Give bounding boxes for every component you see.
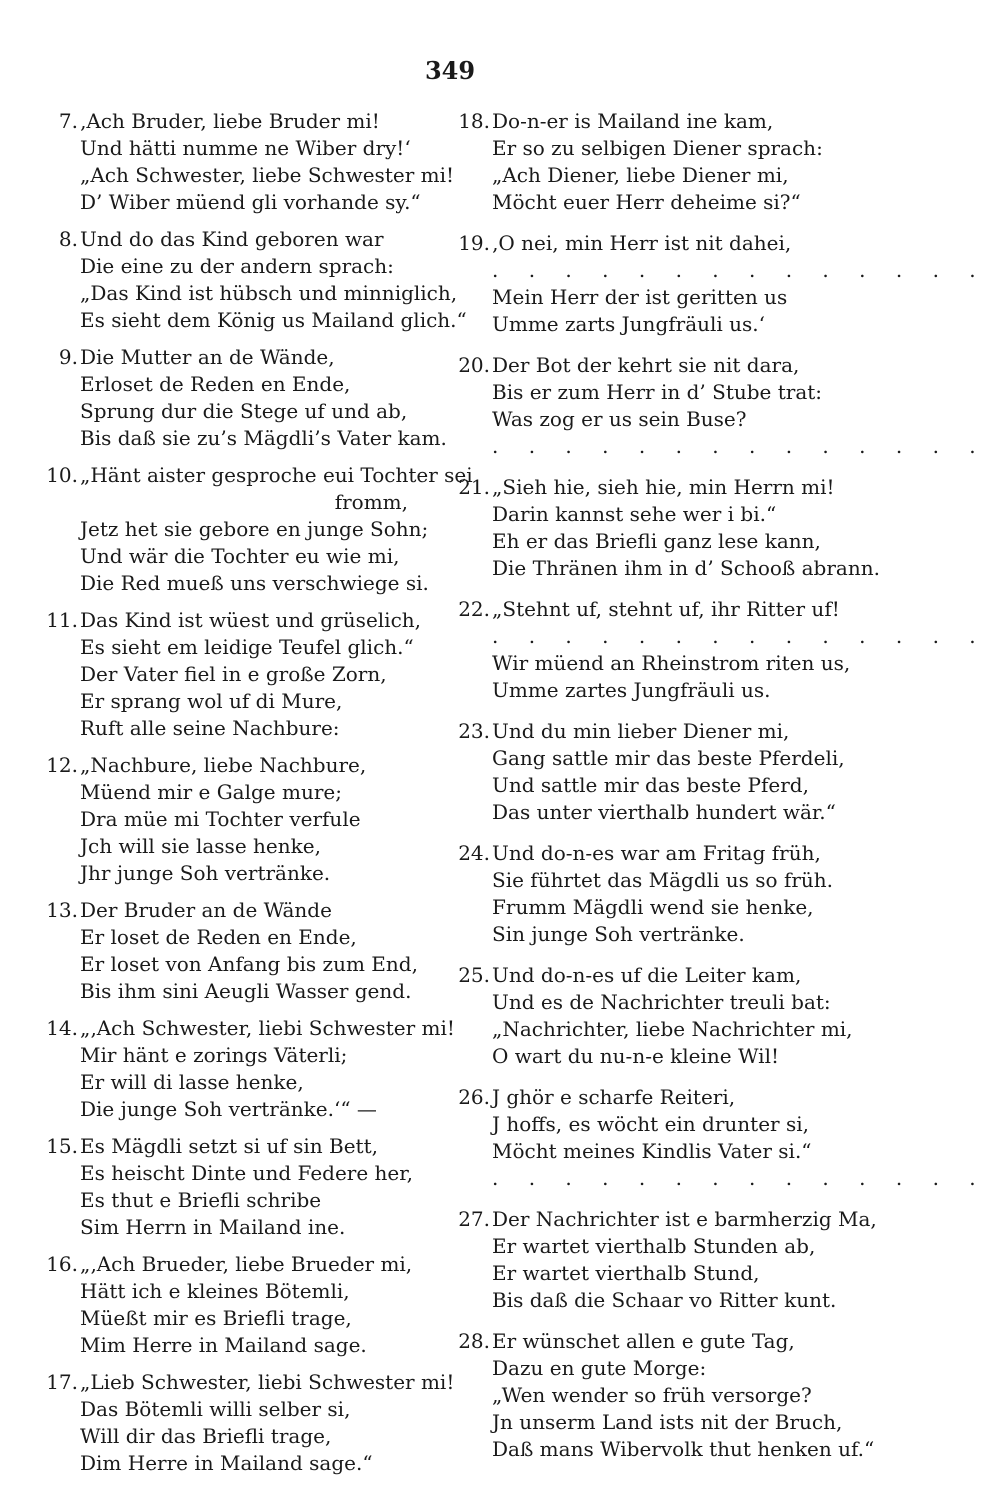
stanza-number: 25. bbox=[458, 963, 490, 987]
stanza-28 bbox=[452, 1328, 875, 1463]
stanza-number: 15. bbox=[46, 1134, 78, 1158]
verse-line: Jhr junge Soh vertränke. bbox=[80, 861, 331, 885]
verse-line: Und do-n-es uf die Leiter kam, bbox=[492, 963, 802, 987]
verse-line-continuation: fromm, bbox=[334, 490, 408, 514]
left-column bbox=[28, 108, 473, 1487]
verse-line: Bis er zum Herr in d’ Stube trat: bbox=[492, 380, 823, 404]
stanza-number: 21. bbox=[458, 475, 490, 499]
verse-line: Sim Herrn in Mailand ine. bbox=[80, 1215, 346, 1239]
verse-line: J ghör e scharfe Reiteri, bbox=[492, 1085, 736, 1109]
verse-line: Mir hänt e zorings Väterli; bbox=[80, 1043, 348, 1067]
verse-line: Das Kind ist wüest und grüselich, bbox=[80, 608, 422, 632]
ellipsis-line: . . . . . . . . . . . . . . bbox=[492, 258, 988, 282]
verse-line: Und do das Kind geboren war bbox=[80, 227, 384, 251]
verse-line: Hätt ich e kleines Bötemli, bbox=[80, 1279, 350, 1303]
stanza-11 bbox=[28, 607, 438, 742]
verse-line: Bis daß die Schaar vo Ritter kunt. bbox=[492, 1288, 837, 1312]
stanza-number: 27. bbox=[458, 1207, 490, 1231]
verse-line: Es Mägdli setzt si uf sin Bett, bbox=[80, 1134, 378, 1158]
stanza-24 bbox=[452, 840, 872, 948]
verse-line: Jch will sie lasse henke, bbox=[80, 834, 321, 858]
page-number: 349 bbox=[424, 56, 476, 85]
stanza-number: 14. bbox=[46, 1016, 78, 1040]
verse-line: Das Bötemli willi selber si, bbox=[80, 1397, 351, 1421]
verse-line: Es sieht em leidige Teufel glich.“ bbox=[80, 635, 414, 659]
stanza-25 bbox=[452, 962, 872, 1070]
verse-line: Und es de Nachrichter treuli bat: bbox=[492, 990, 831, 1014]
verse-line: Gang sattle mir das beste Pferdeli, bbox=[492, 746, 845, 770]
verse-line: „Hänt aister gesproche eui Tochter sei bbox=[80, 463, 473, 487]
verse-line: „‚Ach Brueder, liebe Brueder mi, bbox=[80, 1252, 413, 1276]
verse-line: „Wen wender so früh versorge? bbox=[492, 1383, 812, 1407]
verse-line: Er sprang wol uf di Mure, bbox=[80, 689, 343, 713]
verse-line: Möcht meines Kindlis Vater si.“ bbox=[492, 1139, 812, 1163]
verse-line: Er loset de Reden en Ende, bbox=[80, 925, 357, 949]
verse-line: Umme zarts Jungfräuli us.‘ bbox=[492, 312, 766, 336]
stanza-number: 10. bbox=[46, 463, 78, 487]
verse-line: Die Mutter an de Wände, bbox=[80, 345, 335, 369]
ellipsis-line: . . . . . . . . . . . . . . bbox=[492, 1166, 988, 1190]
stanza-number: 23. bbox=[458, 719, 490, 743]
stanza-12 bbox=[28, 752, 438, 887]
verse-line: Sie führtet das Mägdli us so früh. bbox=[492, 868, 834, 892]
verse-line: Es heischt Dinte und Federe her, bbox=[80, 1161, 413, 1185]
verse-line: Die Thränen ihm in d’ Schooß abrann. bbox=[492, 556, 880, 580]
verse-line: Das unter vierthalb hundert wär.“ bbox=[492, 800, 836, 824]
verse-line: Wir müend an Rheinstrom riten us, bbox=[492, 651, 851, 675]
verse-line: Frumm Mägdli wend sie henke, bbox=[492, 895, 814, 919]
stanza-10 bbox=[28, 462, 473, 597]
verse-line: „Ach Diener, liebe Diener mi, bbox=[492, 163, 789, 187]
verse-line: Bis daß sie zu’s Mägdli’s Vater kam. bbox=[80, 426, 447, 450]
verse-line: Do-n-er is Mailand ine kam, bbox=[492, 109, 774, 133]
stanza-17 bbox=[28, 1369, 455, 1477]
stanza-7 bbox=[28, 108, 455, 216]
verse-line: „Stehnt uf, stehnt uf, ihr Ritter uf! bbox=[492, 597, 840, 621]
verse-line: D’ Wiber müend gli vorhande sy.“ bbox=[80, 190, 421, 214]
verse-line: „Lieb Schwester, liebi Schwester mi! bbox=[80, 1370, 455, 1394]
stanza-number: 24. bbox=[458, 841, 490, 865]
verse-line: Und du min lieber Diener mi, bbox=[492, 719, 790, 743]
verse-line: Der Vater fiel in e große Zorn, bbox=[80, 662, 387, 686]
stanza-20 bbox=[452, 352, 988, 460]
verse-line: Die Red mueß uns verschwiege si. bbox=[80, 571, 429, 595]
verse-line: Darin kannst sehe wer i bi.“ bbox=[492, 502, 777, 526]
stanza-number: 16. bbox=[46, 1252, 78, 1276]
stanza-21 bbox=[452, 474, 880, 582]
verse-line: J hoffs, es wöcht ein drunter si, bbox=[492, 1112, 809, 1136]
verse-line: Der Bot der kehrt sie nit dara, bbox=[492, 353, 800, 377]
verse-line: Und sattle mir das beste Pferd, bbox=[492, 773, 809, 797]
verse-line: ‚O nei, min Herr ist nit dahei, bbox=[492, 231, 792, 255]
verse-line: Es sieht dem König us Mailand glich.“ bbox=[80, 308, 467, 332]
stanza-16 bbox=[28, 1251, 438, 1359]
stanza-number: 18. bbox=[458, 109, 490, 133]
verse-line: Es thut e Briefli schribe bbox=[80, 1188, 322, 1212]
stanza-number: 17. bbox=[46, 1370, 78, 1394]
verse-line: Der Bruder an de Wände bbox=[80, 898, 332, 922]
verse-line: ‚Ach Bruder, liebe Bruder mi! bbox=[80, 109, 380, 133]
stanza-15 bbox=[28, 1133, 438, 1241]
stanza-number: 19. bbox=[458, 231, 490, 255]
stanza-9 bbox=[28, 344, 447, 452]
verse-line: „Das Kind ist hübsch und minniglich, bbox=[80, 281, 458, 305]
stanza-14 bbox=[28, 1015, 455, 1123]
verse-line: Möcht euer Herr deheime si?“ bbox=[492, 190, 801, 214]
stanza-23 bbox=[452, 718, 872, 826]
verse-line: Daß mans Wibervolk thut henken uf.“ bbox=[492, 1437, 875, 1461]
stanza-22 bbox=[452, 596, 988, 704]
verse-line: „Sieh hie, sieh hie, min Herrn mi! bbox=[492, 475, 835, 499]
stanza-13 bbox=[28, 897, 438, 1005]
stanza-26 bbox=[452, 1084, 988, 1192]
stanza-number: 11. bbox=[46, 608, 78, 632]
verse-line: Er wartet vierthalb Stunden ab, bbox=[492, 1234, 816, 1258]
verse-line: Dim Herre in Mailand sage.“ bbox=[80, 1451, 373, 1475]
verse-line: Jetz het sie gebore en junge Sohn; bbox=[80, 517, 429, 541]
stanza-number: 22. bbox=[458, 597, 490, 621]
verse-line: „‚Ach Schwester, liebi Schwester mi! bbox=[80, 1016, 455, 1040]
verse-line: Bis ihm sini Aeugli Wasser gend. bbox=[80, 979, 412, 1003]
verse-line: Müeßt mir es Briefli trage, bbox=[80, 1306, 352, 1330]
verse-line: O wart du nu-n-e kleine Wil! bbox=[492, 1044, 780, 1068]
verse-line: Und wär die Tochter eu wie mi, bbox=[80, 544, 400, 568]
verse-line: Erloset de Reden en Ende, bbox=[80, 372, 351, 396]
ellipsis-line: . . . . . . . . . . . . . . bbox=[492, 624, 988, 648]
verse-line: Umme zartes Jungfräuli us. bbox=[492, 678, 771, 702]
verse-line: Eh er das Briefli ganz lese kann, bbox=[492, 529, 821, 553]
verse-line: Müend mir e Galge mure; bbox=[80, 780, 342, 804]
verse-line: Sin junge Soh vertränke. bbox=[492, 922, 745, 946]
verse-line: „Nachbure, liebe Nachbure, bbox=[80, 753, 367, 777]
verse-line: Er wünschet allen e gute Tag, bbox=[492, 1329, 795, 1353]
verse-line: Mein Herr der ist geritten us bbox=[492, 285, 788, 309]
verse-line: Und do-n-es war am Fritag früh, bbox=[492, 841, 821, 865]
verse-line: Jn unserm Land ists nit der Bruch, bbox=[492, 1410, 843, 1434]
verse-line: „Nachrichter, liebe Nachrichter mi, bbox=[492, 1017, 853, 1041]
stanza-number: 20. bbox=[458, 353, 490, 377]
verse-line: Die eine zu der andern sprach: bbox=[80, 254, 394, 278]
verse-line: Dazu en gute Morge: bbox=[492, 1356, 707, 1380]
verse-line: Er loset von Anfang bis zum End, bbox=[80, 952, 418, 976]
verse-line: Und hätti numme ne Wiber dry!‘ bbox=[80, 136, 411, 160]
verse-line: Er will di lasse henke, bbox=[80, 1070, 304, 1094]
verse-line: Ruft alle seine Nachbure: bbox=[80, 716, 340, 740]
verse-line: Er wartet vierthalb Stund, bbox=[492, 1261, 760, 1285]
right-column bbox=[452, 108, 988, 1477]
stanza-number: 28. bbox=[458, 1329, 490, 1353]
verse-line: Sprung dur die Stege uf und ab, bbox=[80, 399, 408, 423]
verse-line: Was zog er us sein Buse? bbox=[492, 407, 747, 431]
ellipsis-line: . . . . . . . . . . . . . . bbox=[492, 434, 988, 458]
stanza-number: 13. bbox=[46, 898, 78, 922]
verse-line: Der Nachrichter ist e barmherzig Ma, bbox=[492, 1207, 877, 1231]
stanza-number: 9. bbox=[58, 345, 78, 369]
stanza-number: 8. bbox=[58, 227, 78, 251]
verse-line: Er so zu selbigen Diener sprach: bbox=[492, 136, 823, 160]
verse-line: „Ach Schwester, liebe Schwester mi! bbox=[80, 163, 455, 187]
stanza-number: 7. bbox=[58, 109, 78, 133]
verse-line: Mim Herre in Mailand sage. bbox=[80, 1333, 367, 1357]
verse-line: Die junge Soh vertränke.‘“ — bbox=[80, 1097, 377, 1121]
stanza-19 bbox=[452, 230, 988, 338]
stanza-8 bbox=[28, 226, 467, 334]
stanza-27 bbox=[452, 1206, 877, 1314]
verse-line: Dra müe mi Tochter verfule bbox=[80, 807, 361, 831]
verse-line: Will dir das Briefli trage, bbox=[80, 1424, 332, 1448]
stanza-number: 26. bbox=[458, 1085, 490, 1109]
stanza-number: 12. bbox=[46, 753, 78, 777]
stanza-18 bbox=[452, 108, 872, 216]
